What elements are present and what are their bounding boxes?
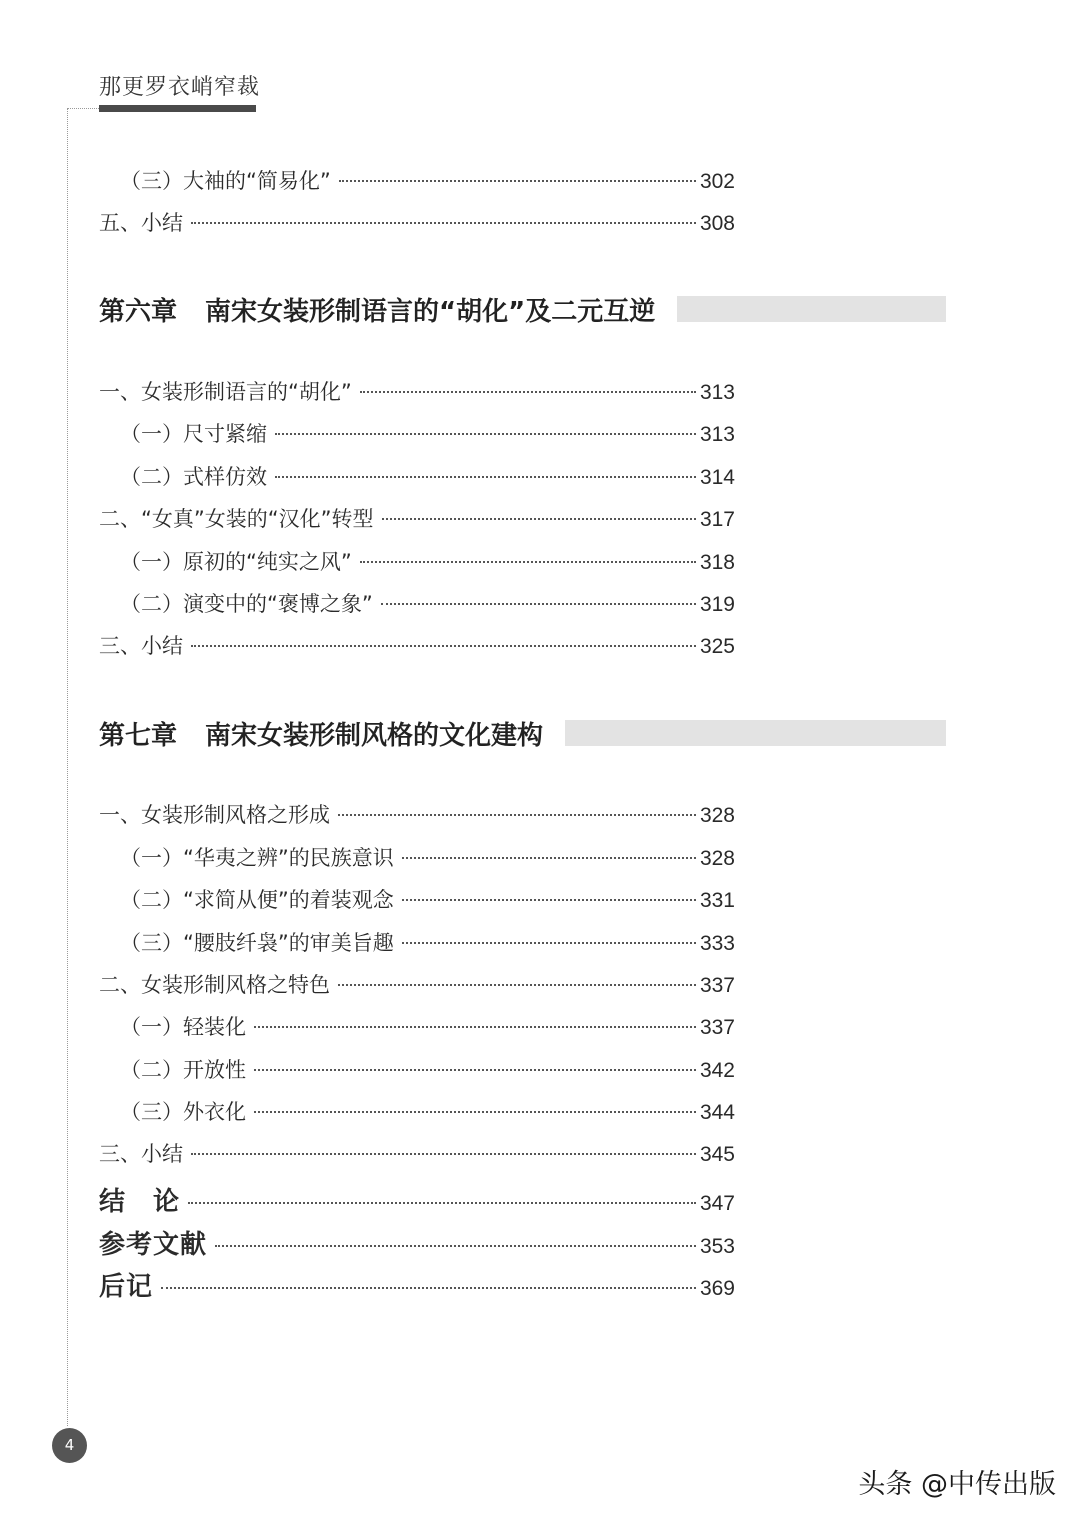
toc-entry-label: 结 论 <box>99 1187 181 1217</box>
dot-leader <box>275 433 696 435</box>
chapter-title: 南宋女装形制语言的“胡化”及二元互逆 <box>205 296 656 327</box>
dotted-frame-left <box>67 108 68 1426</box>
toc-entry-label: （二）式样仿效 <box>120 465 267 489</box>
toc-entry-label: （三）外衣化 <box>120 1100 246 1124</box>
toc-entry-page: 302 <box>699 170 735 193</box>
watermark: 头条 @中传出版 <box>858 1469 1056 1500</box>
toc-entry-label: 一、女装形制语言的“胡化” <box>99 380 352 404</box>
toc-entry-label: （二）开放性 <box>120 1058 246 1082</box>
dot-leader <box>161 1287 696 1289</box>
toc-entry-page: 318 <box>699 551 735 574</box>
toc-entry-page: 328 <box>699 804 735 827</box>
toc-entry-label: 五、小结 <box>99 211 183 235</box>
dot-leader <box>339 180 696 182</box>
running-head: 那更罗衣峭窄裁 <box>99 75 261 100</box>
toc-entry-page: 319 <box>699 593 735 616</box>
toc-entry-label: 参考文献 <box>99 1230 208 1260</box>
toc-entry-page: 317 <box>699 508 735 531</box>
toc-entry-page: 337 <box>699 974 735 997</box>
toc-entry-page: 331 <box>699 889 735 912</box>
toc-entry[interactable] <box>120 927 735 961</box>
toc-entry-label: （一）轻装化 <box>120 1015 246 1039</box>
dot-leader <box>402 857 696 859</box>
running-head-rule <box>99 105 256 112</box>
toc-entry-page: 345 <box>699 1143 735 1166</box>
toc-entry[interactable] <box>99 630 735 664</box>
toc-entry[interactable] <box>120 884 735 918</box>
toc-entry-label: 一、女装形制风格之形成 <box>99 803 330 827</box>
toc-entry-postscript[interactable] <box>99 1266 735 1300</box>
toc-entry-label: （一）尺寸紧缩 <box>120 422 267 446</box>
toc-entry-page: 313 <box>699 381 735 404</box>
dot-leader <box>254 1069 696 1071</box>
toc-entry-references[interactable] <box>99 1224 735 1258</box>
toc-entry[interactable] <box>120 588 735 622</box>
toc-entry[interactable] <box>120 1096 735 1130</box>
toc-entry-label: 三、小结 <box>99 1142 183 1166</box>
toc-entry[interactable] <box>99 969 735 1003</box>
toc-entry-conclusion[interactable] <box>99 1181 735 1215</box>
dot-leader <box>360 391 696 393</box>
toc-entry-page: 313 <box>699 423 735 446</box>
toc-entry-label: （二）演变中的“褒博之象” <box>120 592 373 616</box>
toc-entry-page: 344 <box>699 1101 735 1124</box>
toc-entry-label: （一）原初的“纯实之风” <box>120 550 352 574</box>
dot-leader <box>338 984 696 986</box>
dot-leader <box>254 1111 696 1113</box>
chapter-heading-6[interactable] <box>99 289 946 329</box>
dot-leader <box>191 222 696 224</box>
dotted-frame-top <box>67 108 99 109</box>
toc-entry-label: （三）“腰肢纤袅”的审美旨趣 <box>120 931 394 955</box>
chapter-heading-bar <box>565 720 946 746</box>
dot-leader <box>275 476 696 478</box>
toc-entry-page: 325 <box>699 635 735 658</box>
toc-entry[interactable] <box>120 546 735 580</box>
dot-leader <box>402 899 696 901</box>
page-number-badge: 4 <box>52 1428 87 1463</box>
toc-entry-label: 二、女装形制风格之特色 <box>99 973 330 997</box>
dot-leader <box>381 603 696 605</box>
toc-entry-page: 314 <box>699 466 735 489</box>
toc-entry-label: 后记 <box>99 1272 154 1302</box>
toc-entry-label: 二、“女真”女装的“汉化”转型 <box>99 507 374 531</box>
toc-entry-page: 308 <box>699 212 735 235</box>
chapter-heading-7[interactable] <box>99 713 946 753</box>
chapter-number: 第七章 <box>99 720 178 751</box>
toc-entry[interactable] <box>120 1011 735 1045</box>
dot-leader <box>191 645 696 647</box>
toc-entry[interactable] <box>99 376 735 410</box>
toc-entry-page: 342 <box>699 1059 735 1082</box>
toc-entry[interactable] <box>120 165 735 199</box>
toc-entry-page: 328 <box>699 847 735 870</box>
dot-leader <box>360 561 696 563</box>
dot-leader <box>188 1202 696 1204</box>
toc-entry[interactable] <box>99 503 735 537</box>
toc-entry[interactable] <box>120 461 735 495</box>
dot-leader <box>402 942 696 944</box>
toc-entry[interactable] <box>120 418 735 452</box>
toc-entry-label: 三、小结 <box>99 634 183 658</box>
toc-entry-label: （一）“华夷之辨”的民族意识 <box>120 846 394 870</box>
toc-entry-page: 333 <box>699 932 735 955</box>
chapter-heading-bar <box>677 296 946 322</box>
toc-entry-page: 347 <box>699 1192 735 1215</box>
dot-leader <box>338 814 696 816</box>
toc-entry[interactable] <box>120 842 735 876</box>
toc-entry[interactable] <box>99 207 735 241</box>
dot-leader <box>254 1026 696 1028</box>
toc-entry[interactable] <box>99 799 735 833</box>
chapter-number: 第六章 <box>99 296 178 327</box>
toc-entry-label: （三）大袖的“简易化” <box>120 169 331 193</box>
dot-leader <box>382 518 696 520</box>
toc-entry-page: 337 <box>699 1016 735 1039</box>
toc-entry-page: 353 <box>699 1235 735 1258</box>
toc-entry-label: （二）“求简从便”的着装观念 <box>120 888 394 912</box>
toc-entry[interactable] <box>99 1138 735 1172</box>
chapter-title: 南宋女装形制风格的文化建构 <box>205 720 544 751</box>
toc-entry[interactable] <box>120 1054 735 1088</box>
dot-leader <box>215 1245 696 1247</box>
dot-leader <box>191 1153 696 1155</box>
toc-entry-page: 369 <box>699 1277 735 1300</box>
